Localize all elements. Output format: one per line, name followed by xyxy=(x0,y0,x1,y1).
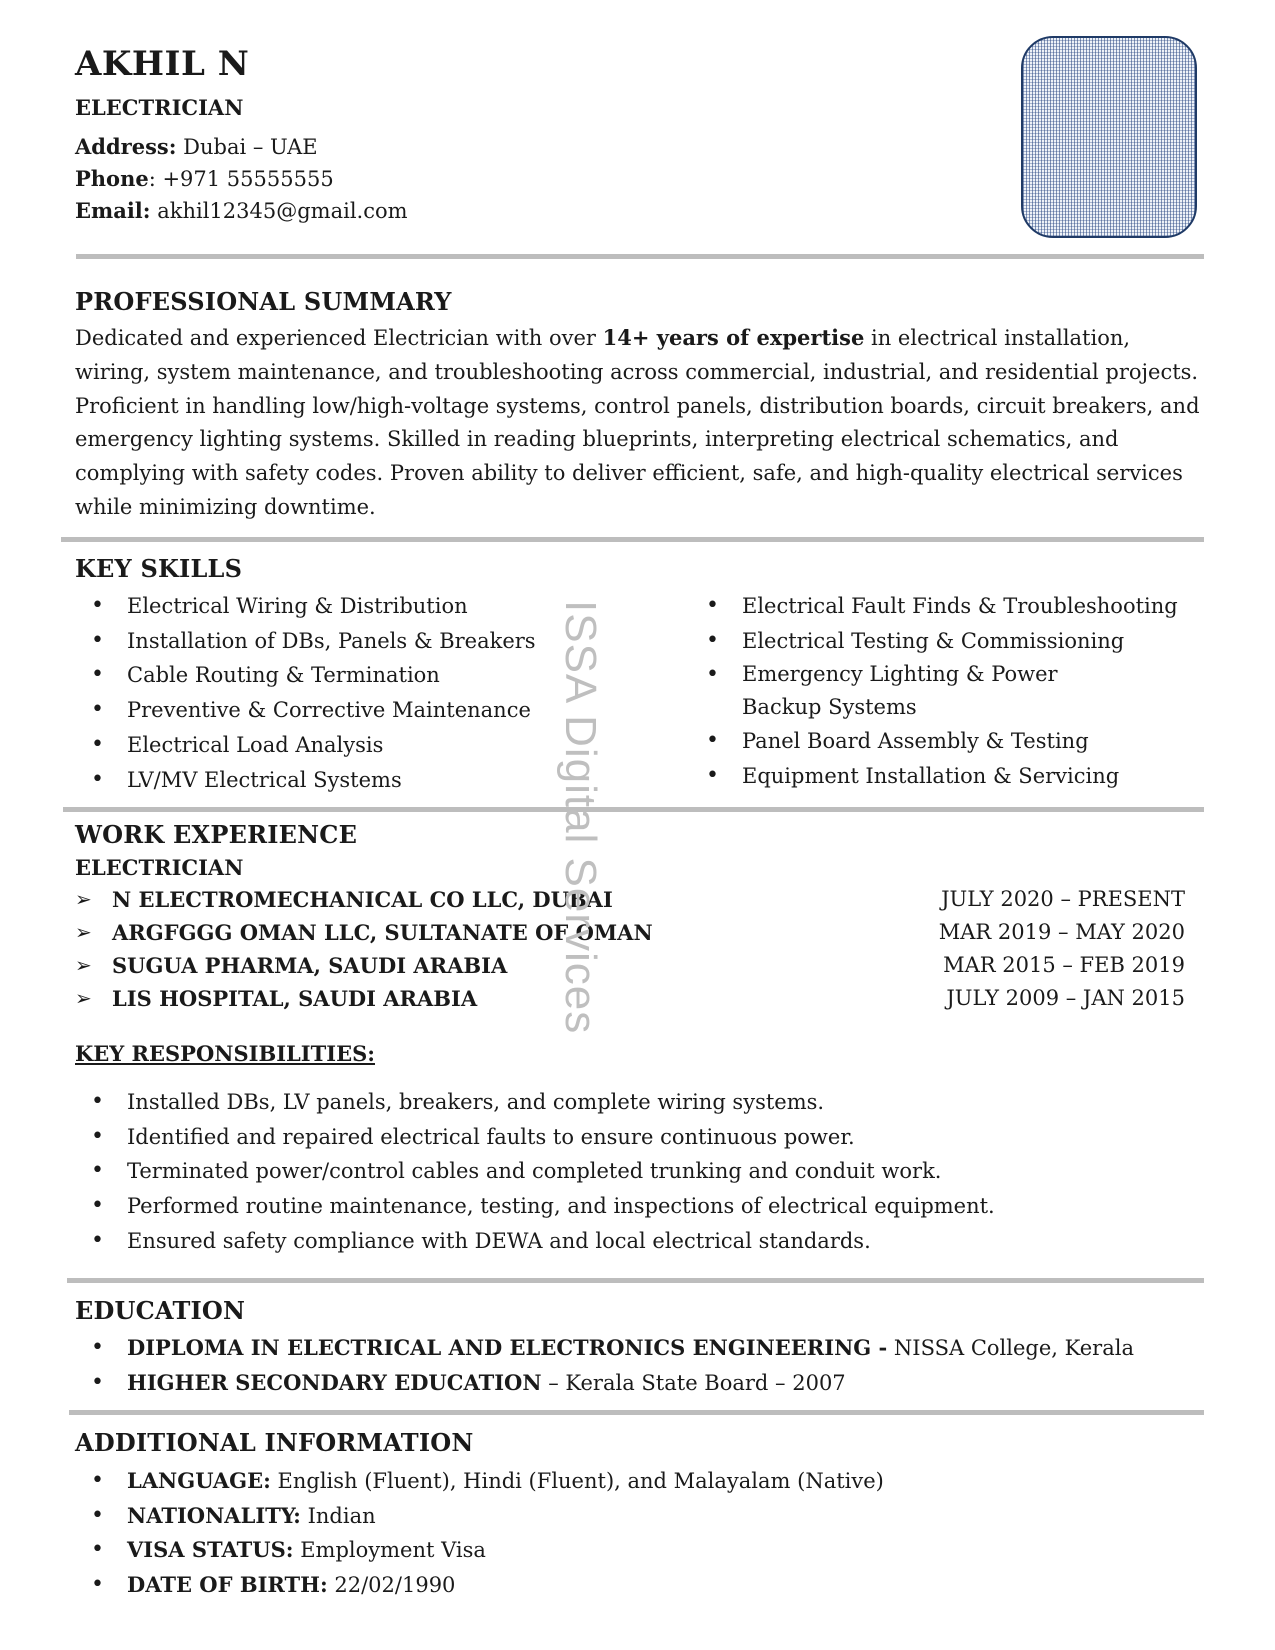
contact-phone xyxy=(75,166,334,191)
skills-list-right xyxy=(690,589,1190,794)
responsibility-item: • Ensured safety compliance with DEWA and local electrical standards. xyxy=(75,1224,1175,1259)
arrow-bullet-icon: ➢ xyxy=(75,920,92,944)
contact-email xyxy=(75,198,408,223)
skill-item: • Preventive & Corrective Maintenance xyxy=(75,693,595,728)
additional-value: 22/02/1990 xyxy=(327,1573,456,1598)
address-value: Dubai – UAE xyxy=(176,135,318,159)
job-company: SUGUA PHARMA, SAUDI ARABIA xyxy=(112,953,508,978)
education-degree: DIPLOMA IN ELECTRICAL AND ELECTRONICS ENGINEERING - xyxy=(127,1335,888,1360)
responsibility-item: • Performed routine maintenance, testing, and inspections of electrical equipment. xyxy=(75,1189,1175,1224)
additional-label: LANGUAGE: xyxy=(127,1468,271,1493)
skills-heading: KEY SKILLS xyxy=(75,554,243,583)
responsibilities-list xyxy=(75,1085,1175,1259)
responsibility-item: • Identified and repaired electrical faults to ensure continuous power. xyxy=(75,1120,1175,1155)
job-dates: MAR 2019 – MAY 2020 xyxy=(938,920,1185,944)
divider xyxy=(67,1278,1204,1283)
divider xyxy=(61,537,1204,542)
skill-item: • Cable Routing & Termination xyxy=(75,658,595,693)
skill-item: • Electrical Testing & Commissioning xyxy=(690,624,1190,659)
job-company: N ELECTROMECHANICAL CO LLC, DUBAI xyxy=(112,887,613,912)
additional-label: NATIONALITY: xyxy=(127,1502,301,1528)
additional-item xyxy=(75,1499,1175,1534)
job-dates: JULY 2020 – PRESENT xyxy=(941,887,1185,911)
email-label: Email: xyxy=(75,198,151,223)
additional-value: English (Fluent), Hindi (Fluent), and Malayalam (Native) xyxy=(270,1469,884,1493)
responsibilities-heading: KEY RESPONSIBILITIES: xyxy=(75,1041,375,1066)
divider xyxy=(69,1410,1204,1415)
additional-heading: ADDITIONAL INFORMATION xyxy=(75,1428,474,1457)
profile-photo xyxy=(1021,36,1197,238)
education-list xyxy=(75,1331,1175,1400)
skill-item: • Electrical Load Analysis xyxy=(75,728,595,763)
education-institution: – Kerala State Board – 2007 xyxy=(541,1370,846,1395)
additional-value: Employment Visa xyxy=(293,1538,486,1563)
skill-item: • Electrical Wiring & Distribution xyxy=(75,589,595,624)
summary-heading: PROFESSIONAL SUMMARY xyxy=(75,287,452,316)
job-entry xyxy=(75,920,1185,953)
summary-text-start: Dedicated and experienced Electrician with over xyxy=(75,326,603,350)
address-label: Address: xyxy=(75,134,177,159)
divider xyxy=(76,254,1204,259)
skill-item: • Panel Board Assembly & Testing xyxy=(690,724,1190,759)
education-item xyxy=(75,1331,1175,1366)
phone-label: Phone xyxy=(75,166,149,191)
additional-item xyxy=(75,1464,1175,1499)
experience-role: ELECTRICIAN xyxy=(75,855,244,880)
job-entry xyxy=(75,986,1185,1019)
skill-item: • Emergency Lighting & Power Backup Systems xyxy=(690,658,1082,724)
job-dates: JULY 2009 – JAN 2015 xyxy=(946,986,1185,1010)
watermark: ISSA Digital Services xyxy=(556,600,605,1035)
additional-item xyxy=(75,1568,1175,1603)
skill-item: • Installation of DBs, Panels & Breakers xyxy=(75,624,595,659)
job-dates: MAR 2015 – FEB 2019 xyxy=(943,953,1185,977)
job-company: ARGFGGG OMAN LLC, SULTANATE OF OMAN xyxy=(112,920,653,945)
education-item xyxy=(75,1366,1175,1401)
additional-value: Indian xyxy=(300,1503,376,1528)
skill-item: • Electrical Fault Finds & Troubleshooting xyxy=(690,589,1190,624)
job-entry xyxy=(75,953,1185,986)
divider xyxy=(63,807,1204,812)
education-institution: NISSA College, Kerala xyxy=(887,1336,1134,1360)
candidate-title: ELECTRICIAN xyxy=(75,95,244,120)
email-value: akhil12345@gmail.com xyxy=(150,199,408,223)
skill-item: • Equipment Installation & Servicing xyxy=(690,759,1190,794)
education-heading: EDUCATION xyxy=(75,1296,246,1325)
additional-item xyxy=(75,1533,1175,1568)
phone-value: : +971 55555555 xyxy=(148,167,334,191)
additional-list xyxy=(75,1464,1175,1603)
summary-text-highlight: 14+ years of expertise xyxy=(602,325,865,350)
job-entry xyxy=(75,887,1185,920)
additional-label: VISA STATUS: xyxy=(127,1537,294,1563)
experience-heading: WORK EXPERIENCE xyxy=(75,820,358,849)
arrow-bullet-icon: ➢ xyxy=(75,986,92,1010)
responsibility-item: • Installed DBs, LV panels, breakers, and complete wiring systems. xyxy=(75,1085,1175,1120)
education-degree: HIGHER SECONDARY EDUCATION xyxy=(127,1369,542,1395)
contact-address xyxy=(75,134,318,159)
candidate-name: AKHIL N xyxy=(75,44,250,84)
responsibility-item: • Terminated power/control cables and completed trunking and conduit work. xyxy=(75,1154,1175,1189)
skills-list-left xyxy=(75,589,595,797)
summary-text-rest: in electrical installation, wiring, system maintenance, and troubleshooting across commercial, industrial, and residential projects. Proficient in handling low/high-voltage systems, control panels, distribution boards, circuit breakers, and emergency lighting systems. Skilled in reading blueprints, interpreting electrical schematics, and complying with safety codes. Proven ability to deliver efficient, safe, and high-quality electrical services while minimizing downtime. xyxy=(75,326,1200,519)
additional-label: DATE OF BIRTH: xyxy=(127,1572,328,1598)
arrow-bullet-icon: ➢ xyxy=(75,887,92,911)
job-company: LIS HOSPITAL, SAUDI ARABIA xyxy=(112,986,478,1011)
arrow-bullet-icon: ➢ xyxy=(75,953,92,977)
skill-item: • LV/MV Electrical Systems xyxy=(75,763,595,798)
summary-text xyxy=(75,321,1205,525)
